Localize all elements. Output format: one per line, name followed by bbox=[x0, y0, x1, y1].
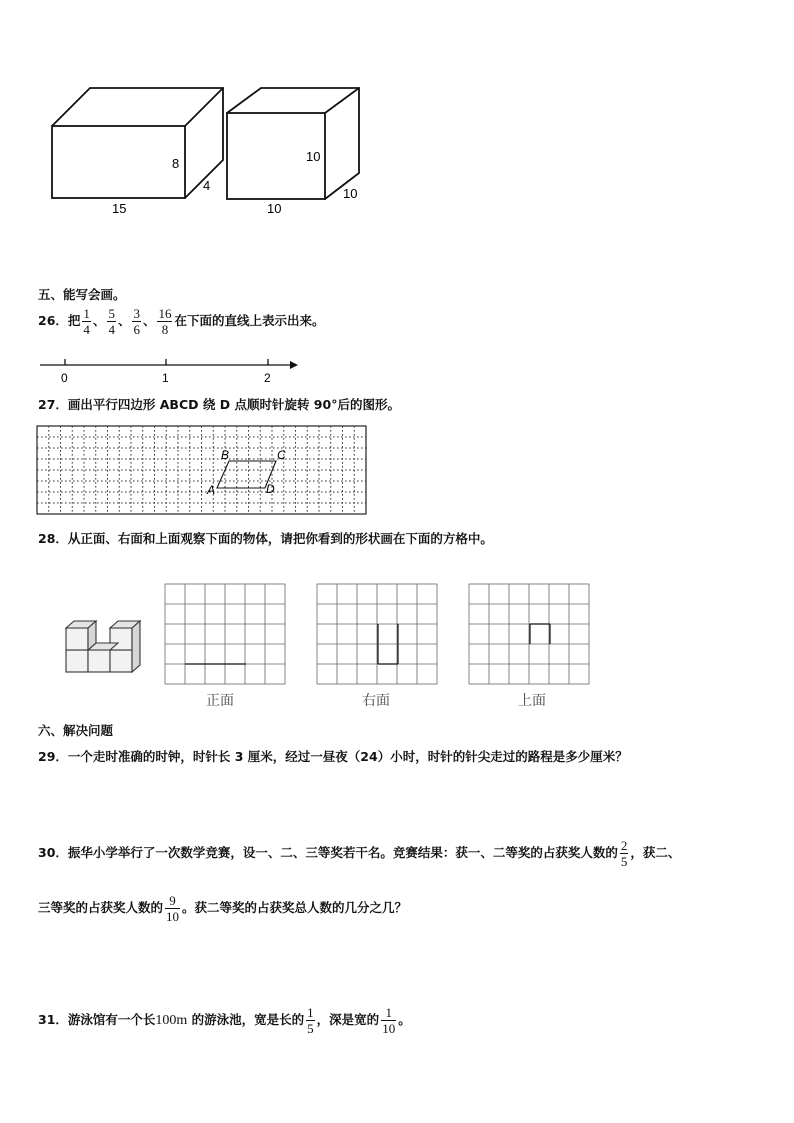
q30-frac-1: $\frac{2}{5}$ bbox=[620, 838, 628, 869]
q29-text: 一个走时准确的时钟，时针长 3 厘米，经过一昼夜（24）小时，时针的针尖走过的路程是多少厘米？ bbox=[67, 749, 628, 764]
question-29 bbox=[38, 748, 628, 766]
box2-depth: 10 bbox=[343, 186, 358, 201]
question-27 bbox=[38, 396, 400, 414]
caption-front: 正面 bbox=[206, 693, 234, 709]
q31-frac-1: $\frac{1}{5}$ bbox=[307, 1005, 314, 1036]
tick-0: 0 bbox=[61, 371, 68, 385]
q26-frac-2: $\frac{5}{4}$ bbox=[108, 306, 115, 337]
q27-number: 27． bbox=[38, 397, 68, 412]
box2-length: 10 bbox=[267, 201, 282, 216]
point-a: A bbox=[207, 483, 216, 497]
point-c: C bbox=[277, 448, 286, 462]
q26-frac-3: $\frac{3}{6}$ bbox=[133, 306, 140, 337]
q31-frac-2: $\frac{1}{10}$ bbox=[382, 1005, 396, 1036]
number-line bbox=[36, 356, 306, 386]
point-b: B bbox=[221, 448, 230, 462]
point-d: D bbox=[266, 482, 275, 496]
tick-1: 1 bbox=[162, 371, 169, 385]
cube-object bbox=[62, 618, 146, 678]
question-30-line-2: 三等奖的占获奖人数的 $\frac{9}{10}$ 。获二等奖的占获奖总人数的几分之几？ bbox=[38, 893, 408, 924]
q30-frac-2: $\frac{9}{10}$ bbox=[166, 893, 180, 924]
q26-frac-1: $\frac{1}{4}$ bbox=[83, 306, 90, 337]
caption-right: 右面 bbox=[362, 693, 390, 709]
caption-top: 上面 bbox=[518, 693, 546, 709]
pool-length: 100m bbox=[155, 1013, 188, 1028]
question-30-line-1: 30．振华小学举行了一次数学竞赛，设一、二、三等奖若干名。竞赛结果：获一、二等奖的占获奖人数的 $\frac{2}{5}$ ，获二、 bbox=[38, 838, 681, 869]
question-31: 31．游泳馆有一个长100m 的游泳池，宽是长的 $\frac{1}{5}$ ，深是宽的 $\frac{1}{10}$ 。 bbox=[38, 1005, 411, 1036]
q26-frac-4: $\frac{16}{8}$ bbox=[158, 306, 172, 337]
box1-depth: 4 bbox=[203, 178, 211, 193]
q26-pre: 把 bbox=[67, 313, 81, 328]
section-5-heading: 五、能写会画。 bbox=[38, 287, 126, 302]
q29-number: 29． bbox=[38, 749, 68, 764]
box2-height: 10 bbox=[306, 149, 321, 164]
question-28 bbox=[38, 530, 493, 548]
box1-height: 8 bbox=[172, 156, 180, 171]
q28-number: 28． bbox=[38, 531, 68, 546]
section-6-heading: 六、解决问题 bbox=[38, 723, 114, 738]
question-26: 26．把 $\frac{1}{4}$ 、 $\frac{5}{4}$ 、 $\frac{3}{6}$ 、 $\frac{16}{8}$ 在下面的直线上表示出来。 bbox=[38, 306, 325, 337]
q28-text: 从正面、右面和上面观察下面的物体，请把你看到的形状画在下面的方格中。 bbox=[67, 531, 493, 546]
tick-2: 2 bbox=[264, 371, 271, 385]
q30-number: 30． bbox=[38, 845, 68, 860]
q26-post: 在下面的直线上表示出来。 bbox=[174, 313, 325, 328]
cuboid-figures bbox=[40, 80, 380, 220]
q31-number: 31． bbox=[38, 1012, 68, 1027]
q26-number: 26． bbox=[38, 313, 68, 328]
box1-length: 15 bbox=[112, 201, 127, 216]
dotted-grid bbox=[36, 425, 368, 517]
q27-text: 画出平行四边形 ABCD 绕 D 点顺时针旋转 90°后的图形。 bbox=[67, 397, 400, 412]
